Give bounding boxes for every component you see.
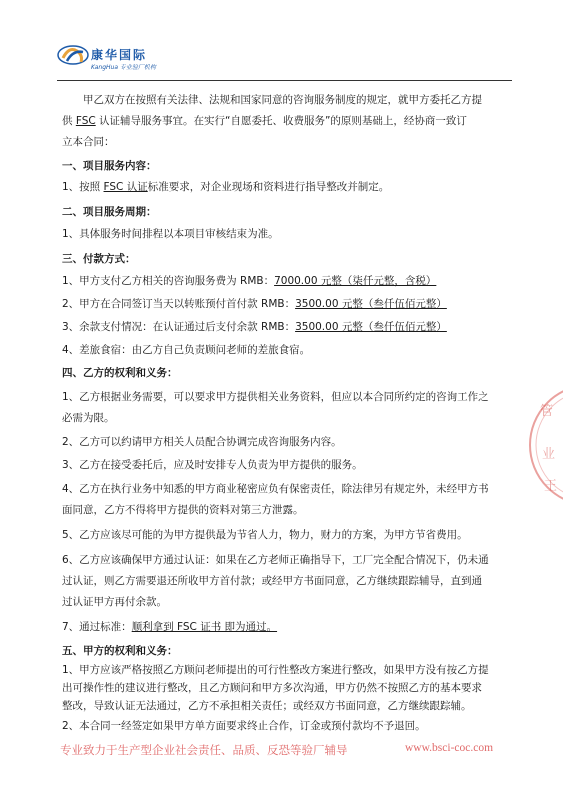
fsc-underlined: FSC	[75, 115, 96, 127]
section-5-item-1-line-2: 出可操作性的建议进行整改，且乙方顾问和甲方多次沟通，甲方仍然不按照乙方的基本要求	[62, 682, 482, 694]
section-4-item-6-line-3: 过认证甲方再付余款。	[62, 596, 167, 608]
section-5-heading: 五、甲方的权利和义务：	[62, 645, 178, 657]
company-logo	[57, 40, 217, 74]
section-4-item-5: 5、乙方应该尽可能的为甲方提供最为节省人力，物力，财力的方案，为甲方节省费用。	[62, 529, 468, 541]
section-4-item-2: 2、乙方可以约请甲方相关人员配合协调完成咨询服务内容。	[62, 436, 342, 448]
svg-text:业: 业	[542, 447, 556, 462]
svg-text:管: 管	[540, 404, 554, 419]
section-3-heading: 三、付款方式：	[62, 253, 136, 265]
item-text: 3、余款支付情况：在认证通过后支付余款 RMB：	[62, 321, 296, 333]
section-3-item-4: 4、差旅食宿：由乙方自己负责顾问老师的差旅食宿。	[62, 344, 311, 356]
section-4-item-6-line-1: 6、乙方应该确保甲方通过认证：如果在乙方老师正确指导下，工厂完全配合情况下，仍未通	[62, 554, 489, 566]
section-4-item-4-line-1: 4、乙方在执行业务中知悉的甲方商业秘密应负有保密责任，除法律另有规定外，未经甲方书	[62, 483, 489, 495]
section-4-heading: 四、乙方的权利和义务：	[62, 367, 178, 379]
logo-mark-icon	[57, 42, 89, 68]
item-text: 标准要求，对企业现场和资料进行指导整改并制定。	[147, 181, 390, 193]
section-4-item-3: 3、乙方在接受委托后，应及时安排专人负责为甲方提供的服务。	[62, 459, 363, 471]
footer-slogan: 专业致力于生产型企业社会责任、品质、反恐等验厂辅导	[60, 743, 348, 757]
intro-text: 供	[62, 115, 76, 127]
intro-text: 认证辅导服务事宜。在实行“自愿委托、收费服务”的原则基础上，经协商一致订	[95, 115, 467, 127]
fsc-underlined: FSC 认证	[103, 181, 148, 193]
section-4-item-1-line-1: 1、乙方根据业务需要，可以要求甲方提供相关业务资料，但应以本合同所约定的咨询工作之	[62, 391, 489, 403]
footer-website: www.bsci-coc.com	[405, 742, 494, 754]
item-text: 7、通过标准：	[62, 621, 132, 633]
section-5-item-1-line-1: 1、甲方应该严格按照乙方顾问老师提出的可行性整改方案进行整改，如果甲方没有按乙方提	[62, 664, 489, 676]
intro-line-1: 甲乙双方在按照有关法律、法规和国家同意的咨询服务制度的规定，就甲方委托乙方提	[83, 94, 482, 106]
amount-underlined: 7000.00 元整（柒仟元整，含税）	[274, 275, 437, 287]
item-text: 1、按照	[62, 181, 104, 193]
intro-line-3: 立本合同：	[62, 136, 115, 148]
svg-text:王: 王	[544, 479, 558, 494]
pass-standard-underlined: 顺利拿到 FSC 证书 即为通过。	[131, 621, 278, 633]
intro-line-2	[62, 111, 467, 131]
item-text: 2、甲方在合同签订当天以转账预付首付款 RMB：	[62, 298, 296, 310]
section-2-item-1: 1、具体服务时间排程以本项目审核结束为准。	[62, 228, 279, 240]
section-4-item-4-line-2: 面同意，乙方不得将甲方提供的资料对第三方泄露。	[62, 504, 304, 516]
logo-english-text: KangHua 专业验厂机构	[91, 64, 156, 71]
section-2-heading: 二、项目服务周期：	[62, 206, 157, 218]
company-seal-icon	[520, 380, 563, 510]
item-text: 1、甲方支付乙方相关的咨询服务费为 RMB：	[62, 275, 275, 287]
section-3-item-1	[62, 271, 436, 291]
amount-underlined: 3500.00 元整（叁仟伍佰元整）	[295, 298, 447, 310]
section-4-item-7	[62, 617, 305, 637]
section-3-item-3	[62, 317, 447, 337]
section-4-item-6-line-2: 过认证，则乙方需要退还所收甲方首付款；或经甲方书面同意，乙方继续跟踪辅导，直到通	[62, 575, 482, 587]
section-3-item-2	[62, 294, 447, 314]
section-1-heading: 一、项目服务内容：	[62, 160, 157, 172]
header-divider	[57, 80, 512, 81]
section-4-item-1-line-2: 必需为限。	[62, 412, 115, 424]
amount-underlined: 3500.00 元整（叁仟伍佰元整）	[295, 321, 447, 333]
section-5-item-2: 2、本合同一经签定如果甲方单方面要求终止合作，订金或预付款均不予退回。	[62, 720, 426, 732]
logo-chinese-text: 康华国际	[91, 48, 148, 62]
section-1-item-1	[62, 177, 389, 197]
section-5-item-1-line-3: 整改，导致认证无法通过，乙方不承担相关责任；或经双方书面同意，乙方继续跟踪辅。	[62, 700, 472, 712]
